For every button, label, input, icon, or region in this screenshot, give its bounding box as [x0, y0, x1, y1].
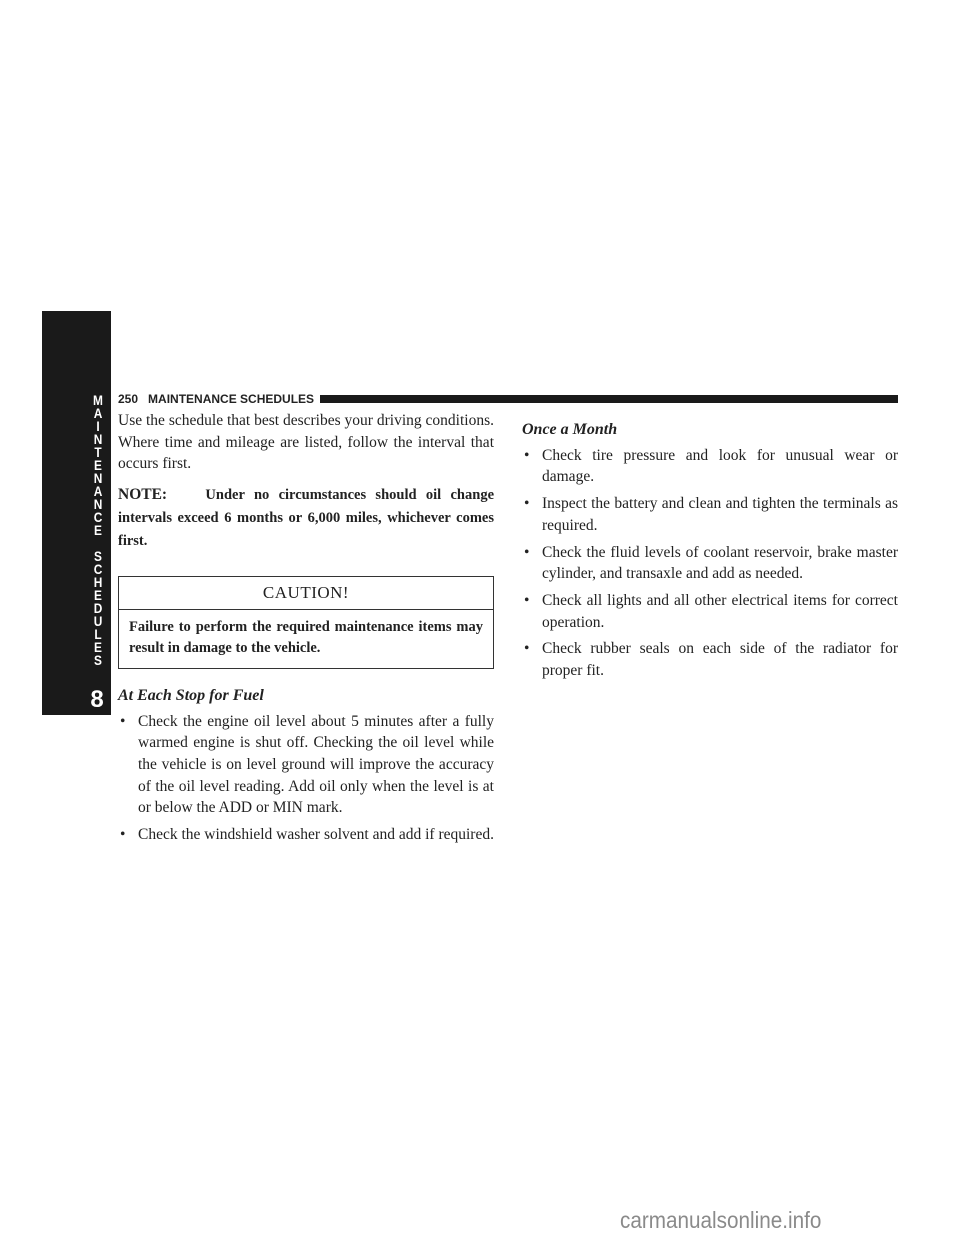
- list-item: [522, 638, 898, 681]
- fuel-checklist: [118, 711, 494, 846]
- side-tab-letter: E: [94, 522, 102, 538]
- side-tab-letter: N: [93, 496, 103, 512]
- side-tab-letter: E: [94, 587, 102, 603]
- bullet-icon: •: [524, 640, 530, 658]
- side-tab-letter: S: [94, 548, 102, 564]
- list-item-text: Check the fluid levels of coolant reservoir, brake master cylinder, and transaxle and add as needed.: [542, 543, 898, 583]
- month-section-title: Once a Month: [522, 421, 618, 438]
- side-tab-letter: T: [94, 444, 102, 460]
- header-rule: [320, 395, 898, 403]
- side-tab-letter: C: [93, 561, 103, 577]
- bullet-icon: •: [120, 712, 126, 730]
- side-tab-letter: I: [96, 418, 100, 434]
- side-tab-letter: H: [93, 574, 103, 590]
- intro-paragraph: Use the schedule that best describes your driving conditions. Where time and mileage are listed, follow the interval that occurs first.: [118, 412, 494, 473]
- fuel-section-title: At Each Stop for Fuel: [118, 686, 264, 704]
- list-item: [522, 445, 898, 488]
- section-title: MAINTENANCE SCHEDULES: [148, 392, 315, 406]
- watermark: carmanualsonline.info: [620, 1207, 822, 1233]
- side-tab-letter: E: [94, 639, 102, 655]
- list-item: [118, 824, 494, 846]
- list-item-text: Check rubber seals on each side of the radiator for proper fit.: [542, 640, 898, 680]
- list-item: [118, 711, 494, 820]
- side-tab-letter: N: [93, 470, 103, 486]
- note-label: NOTE:: [118, 486, 168, 504]
- side-tab-letter: A: [93, 483, 103, 499]
- side-tab-letter: L: [94, 626, 102, 642]
- note-paragraph: [118, 484, 494, 552]
- bullet-icon: •: [524, 543, 530, 561]
- chapter-number: 8: [90, 686, 104, 713]
- bullet-icon: •: [524, 495, 530, 513]
- list-item-text: Check the engine oil level about 5 minutes after a fully warmed engine is shut off. Checking the oil level while the vehicle is on level ground will improve the accuracy of the oil level reading. Add oil only when the level is at or below the ADD or MIN mark.: [138, 712, 494, 817]
- side-tab-letter: C: [93, 509, 103, 525]
- caution-box: [118, 576, 494, 669]
- list-item-text: Inspect the battery and clean and tighten the terminals as required.: [542, 495, 898, 534]
- left-column: [118, 410, 494, 851]
- list-item-text: Check all lights and all other electrical items for correct operation.: [542, 591, 898, 631]
- side-tab-letter: A: [93, 405, 103, 421]
- side-tab-letter: N: [93, 431, 103, 447]
- right-column: [522, 419, 898, 687]
- monthly-checklist: [522, 445, 898, 682]
- list-item: [522, 542, 898, 585]
- side-tab-letter: M: [93, 392, 103, 408]
- list-item: [522, 493, 898, 536]
- bullet-icon: •: [524, 446, 530, 464]
- page-number: 250: [118, 392, 139, 406]
- caution-text: Failure to perform the required maintenance items may result in damage to the vehicle.: [129, 618, 483, 656]
- list-item-text: Check tire pressure and look for unusual wear or damage.: [542, 446, 898, 486]
- note-text: Under no circumstances should oil change intervals exceed 6 months or 6,000 miles, whichever comes first.: [118, 487, 494, 549]
- page-header: [118, 391, 898, 407]
- caution-title: CAUTION!: [119, 577, 493, 610]
- list-item-text: Check the windshield washer solvent and add if required.: [138, 826, 494, 844]
- bullet-icon: •: [120, 826, 126, 844]
- list-item: [522, 590, 898, 633]
- side-tab-label: [90, 394, 107, 667]
- side-tab-letter: U: [93, 613, 103, 629]
- side-tab-letter: S: [94, 652, 102, 668]
- side-tab-letter: E: [94, 457, 102, 473]
- bullet-icon: •: [524, 591, 530, 609]
- side-tab-letter: D: [93, 600, 103, 616]
